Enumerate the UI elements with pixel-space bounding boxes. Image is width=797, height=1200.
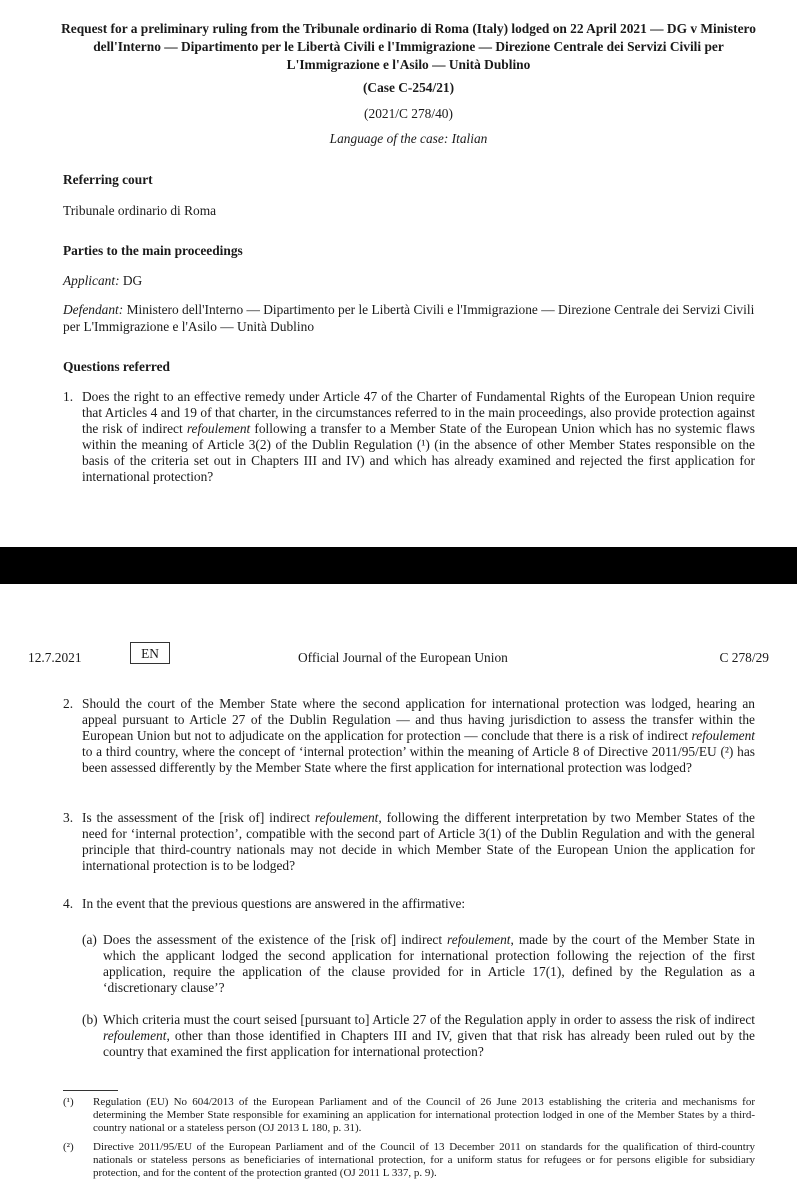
question-4-number: 4. [63, 896, 74, 911]
question-3-text: Is the assessment of the [risk of] indirect refoulement, following the different interpretation by two Member States of the need for ‘internal protection’, compatible with the second part of Article 3(1) of the Dublin Regulation and with the general principle that third-country nationals may not decide in which Member State of the European Union the application for international protection is to be lodged? [82, 810, 755, 873]
parties-heading: Parties to the main proceedings [63, 243, 243, 258]
header-page-number: C 278/29 [719, 650, 769, 665]
page-bottom [0, 584, 797, 1200]
defendant-label: Defendant: [63, 302, 124, 317]
header-date: 12.7.2021 [28, 650, 82, 665]
footnote-1-text: Regulation (EU) No 604/2013 of the European Parliament and of the Council of 26 June 2013 establishing the criteria and mechanisms for determining the Member State responsible for examining an application for international protection lodged in one of the Member States by a third-country national or a stateless person (OJ 2013 L 180, p. 31). [93, 1096, 755, 1134]
header-language-box: EN [130, 642, 170, 664]
question-1-text: Does the right to an effective remedy under Article 47 of the Charter of Fundamental Rights of the European Union require that Articles 4 and 19 of that charter, in the circumstances referred to in the main proceedings, also provide protection against the risk of indirect refoulement following a transfer to a Member State of the European Union which has no systemic flaws within the meaning of Article 3(2) of the Dublin Regulation (¹) (in the absence of other Member States responsible on the basis of the criteria set out in Chapters III and IV) and which has already examined and rejected the first application for international protection? [82, 389, 756, 484]
question-4b-number: (b) [82, 1012, 98, 1027]
question-4-text: In the event that the previous questions are answered in the affirmative: [82, 896, 466, 911]
question-2-number: 2. [63, 696, 74, 711]
question-4a-number: (a) [82, 932, 97, 947]
footnote-rule [63, 1090, 118, 1091]
applicant-label: Applicant: [63, 273, 120, 288]
page-top [0, 0, 797, 547]
defendant-name: Ministero dell'Interno — Dipartimento per le Libertà Civili e l'Immigrazione — Direzione Centrale dei Servizi Civili per L'Immigrazione e l'Asilo — Unità Dublino [63, 302, 755, 334]
question-4b-text: Which criteria must the court seised [pursuant to] Article 27 of the Regulation apply in order to assess the risk of indirect refoulement, other than those identified in Chapters III and IV, given that that risk has already been ruled out by the country that examined the first application for international protection? [103, 1012, 755, 1059]
question-4a-text: Does the assessment of the existence of the [risk of] indirect refoulement, made by the court of the Member State in which the applicant lodged the second application for international protection following the rejection of the first application, require the application of the clause provided for in Article 17(1), defined by the Regulation as a ‘discretionary clause’? [103, 932, 755, 995]
document-title: Request for a preliminary ruling from the Tribunale ordinario di Roma (Italy) lodged on 22 April 2021 — DG v Ministero dell'Interno — Dipartimento per le Libertà Civili e l'Immigrazione — Direzione Centrale dei Servizi Civili per L'Immigrazione e l'Asilo — Unità Dublino [61, 21, 756, 72]
referring-court-name: Tribunale ordinario di Roma [63, 203, 217, 218]
footnote-2-number: (²) [63, 1141, 74, 1153]
language-of-case: Language of the case: Italian [329, 131, 488, 146]
defendant-line [63, 301, 755, 335]
question-2-text: Should the court of the Member State where the second application for international protection was lodged, hearing an appeal pursuant to Article 27 of the Dublin Regulation — and thus having jurisdiction to assess the transfer within the European Union but not to adjudicate on the application for protection — conclude that there is a risk of indirect refoulement to a third country, where the concept of ‘internal protection’ within the meaning of Article 8 of Directive 2011/95/EU (²) has been assessed differently by the Member State where the first application for international protection was lodged? [82, 696, 755, 775]
question-1-number: 1. [63, 389, 74, 404]
question-3-number: 3. [63, 810, 74, 825]
header-journal-title: Official Journal of the European Union [298, 650, 508, 665]
footnote-2-text: Directive 2011/95/EU of the European Parliament and of the Council of 13 December 2011 on standards for the qualification of third-country nationals or stateless persons as beneficiaries of international protection, for a uniform status for refugees or for persons eligible for subsidiary protection, and for the content of the protection granted (OJ 2011 L 337, p. 9). [93, 1141, 755, 1179]
applicant-line [63, 272, 142, 289]
case-number: (Case C-254/21) [362, 80, 455, 95]
questions-heading: Questions referred [63, 359, 170, 374]
applicant-name: DG [119, 273, 143, 288]
page-separator [0, 547, 797, 584]
referring-court-heading: Referring court [63, 172, 153, 187]
footnote-1-number: (¹) [63, 1096, 74, 1108]
journal-reference: (2021/C 278/40) [364, 106, 453, 121]
